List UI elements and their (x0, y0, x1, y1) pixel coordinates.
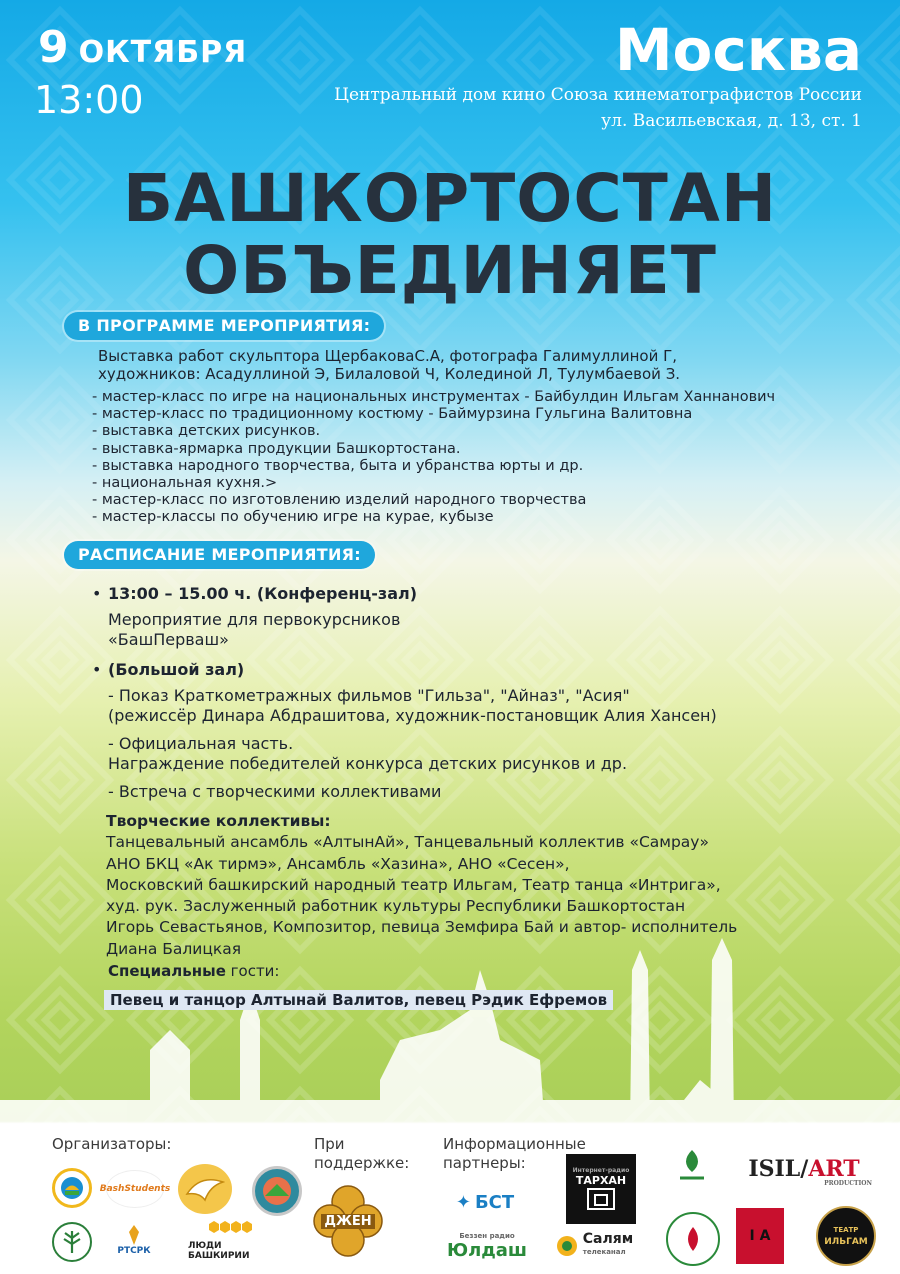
exhibition-line-1: Выставка работ скульптора ЩербаковаС.А, фотографа Галимуллиной Г, (98, 347, 678, 365)
schedule-heading: РАСПИСАНИЕ МЕРОПРИЯТИЯ: (64, 541, 375, 569)
program-heading: В ПРОГРАММЕ МЕРОПРИЯТИЯ: (64, 312, 384, 340)
groups-heading: Творческие коллективы: (106, 812, 331, 830)
title-line-2: ОБЪЕДИНЯЕТ (183, 232, 717, 309)
list-item: - выставка народного творчества, быта и убранства юрты и др. (92, 457, 584, 474)
event-day: 9 (38, 22, 69, 73)
eagle-logo (178, 1164, 232, 1214)
youth-center-logo (672, 1146, 712, 1186)
list-item: - выставка детских рисунков. (92, 423, 321, 440)
groups-line: Диана Балицкая (106, 939, 242, 958)
bullet-icon: • (92, 660, 102, 679)
schedule-slot-1 (92, 584, 417, 650)
slot-1-line-1: Мероприятие для первокурсников (108, 610, 401, 629)
bst-icon: ✦ (455, 1191, 471, 1213)
groups-line: Игорь Севастьянов, Композитор, певица Земфира Бай и автор- исполнитель (106, 918, 738, 937)
exhibition-line-2: художников: Асадуллиной Э, Билаловой Ч, Колединой Л, Тулумбаевой З. (98, 365, 681, 383)
event-venue (242, 82, 862, 134)
salyam-logo: Салям телеканал (548, 1228, 640, 1264)
title-line-1: БАШКОРТОСТАН (122, 160, 778, 237)
schedule-slot-2 (92, 660, 717, 802)
round-emblem-logo (252, 1166, 302, 1216)
slot-1-line-2: «БашПерваш» (108, 630, 229, 649)
slot-2-films-1: - Показ Краткометражных фильмов "Гильза", "Айназ", "Асия" (108, 686, 630, 705)
exhibition-text (98, 347, 680, 383)
list-item: - мастер-класс по изготовлению изделий народного творчества (92, 492, 587, 509)
event-date (38, 22, 247, 73)
program-list (92, 389, 775, 527)
groups-line: худ. рук. Заслуженный работник культуры Республики Башкортостан (106, 897, 686, 916)
event-month: ОКТЯБРЯ (78, 35, 248, 70)
groups-line: Танцевальный ансамбль «АлтынАй», Танцевальный коллектив «Самрау» (106, 833, 709, 852)
special-guests-label: Специальные гости: (108, 962, 280, 980)
support-label: При поддержке: (314, 1135, 410, 1172)
bashkortostan-emblem-logo (52, 1168, 92, 1208)
dzhen-logo: ДЖЕН (308, 1184, 388, 1258)
slot-2-meeting: - Встреча с творческими коллективами (108, 782, 442, 801)
yuldash-logo: Беззен радио Юлдаш (444, 1228, 530, 1264)
slot-2-official-1: - Официальная часть. (108, 734, 294, 753)
list-item: - мастер-класс по традиционному костюму - Баймурзина Гульгина Валитовна (92, 406, 693, 423)
tree-emblem-logo (52, 1222, 92, 1262)
creative-groups (106, 811, 737, 960)
organizers-label: Организаторы: (52, 1135, 172, 1153)
venue-name: Центральный дом кино Союза кинематографистов России (334, 85, 862, 105)
event-city: Москва (614, 16, 862, 84)
rtsrk-logo: РТСРК (112, 1220, 156, 1260)
bullet-icon: • (92, 584, 102, 603)
list-item: - выставка-ярмарка продукции Башкортостана. (92, 440, 461, 457)
list-item: - мастер-классы по обучению игре на курае, кубызе (92, 509, 494, 526)
tarhan-logo: Интернет-радио ТАРХАН (566, 1154, 636, 1224)
ia-logo: I A (736, 1208, 784, 1264)
bst-logo: ✦ БСТ (444, 1186, 526, 1218)
list-item: - мастер-класс по игре на национальных инструментах - Байбулдин Ильгам Ханнанович (92, 389, 776, 405)
groups-line: Московский башкирский народный театр Ильгам, Театр танца «Интрига», (106, 875, 721, 894)
groups-line: АНО БКЦ «Ак тирмэ», Ансамбль «Хазина», АНО «Сесен», (106, 854, 570, 873)
slot-2-official-2: Награждение победителей конкурса детских рисунков и др. (108, 754, 628, 773)
event-time: 13:00 (34, 78, 144, 122)
slot-2-films-2: (режиссёр Динара Абдрашитова, художник-постановщик Алия Хансен) (108, 706, 717, 725)
ilgam-theatre-logo: ТЕАТР ИЛЬГАМ (816, 1206, 876, 1266)
bashstudents-logo: BashStudents (106, 1170, 164, 1208)
people-of-bashkiria-logo: ЛЮДИ БАШКИРИИ (188, 1220, 280, 1262)
special-guests-names: Певец и танцор Алтынай Валитов, певец Рэдик Ефремов (104, 990, 613, 1010)
round-ornament-logo (666, 1212, 720, 1266)
slot-2-hall: (Большой зал) (108, 660, 245, 679)
venue-address: ул. Васильевская, д. 13, ст. 1 (601, 111, 862, 131)
isil-art-logo: ISIL/ART PRODUCTION (748, 1156, 872, 1187)
slot-1-time: 13:00 – 15.00 ч. (Конференц-зал) (108, 584, 418, 603)
list-item: - национальная кухня.> (92, 475, 278, 492)
info-partners-label: Информационные партнеры: (443, 1135, 586, 1172)
